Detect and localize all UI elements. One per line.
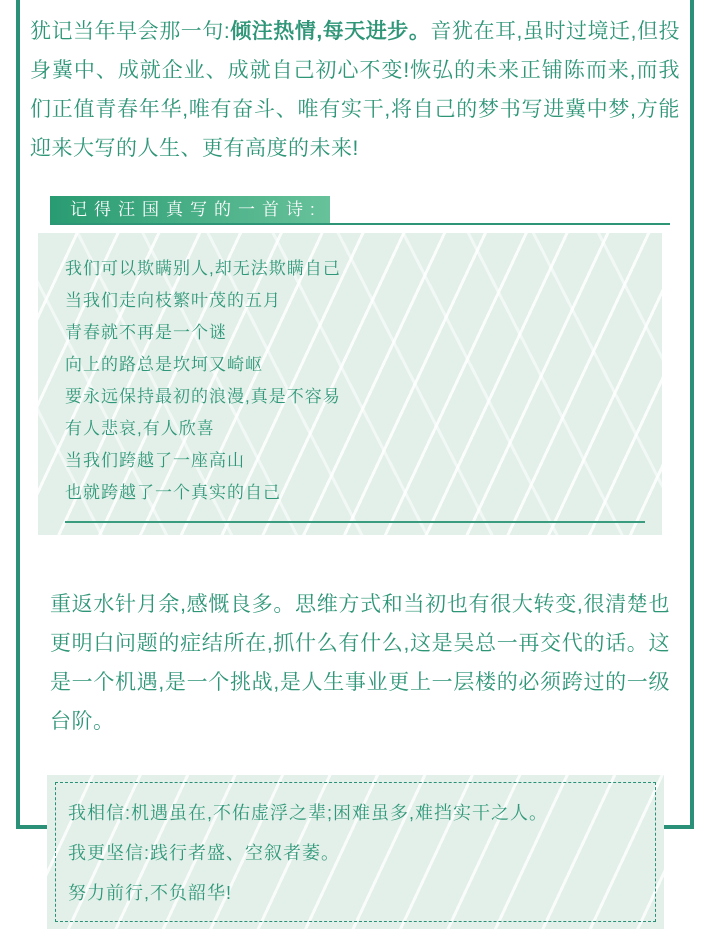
poem-section-badge: 记得汪国真写的一首诗: (50, 196, 330, 223)
poem-line: 当我们走向枝繁叶茂的五月 (65, 291, 281, 310)
intro-paragraph (30, 12, 680, 168)
poem-box (38, 233, 662, 535)
article-content (20, 0, 690, 929)
poem-line: 要永远保持最初的浪漫,真是不容易 (65, 387, 341, 406)
poem-line: 当我们跨越了一座高山 (65, 451, 245, 470)
belief-line: 我相信:机遇虽在,不佑虚浮之辈;困难虽多,难挡实干之人。 (68, 803, 549, 823)
belief-line: 努力前行,不负韶华! (68, 883, 233, 903)
intro-paragraph-prefix: 犹记当年早会那一句: (30, 20, 231, 43)
poem-line: 也就跨越了一个真实的自己 (65, 483, 281, 502)
poem-line: 向上的路总是坎坷又崎岖 (65, 355, 263, 374)
article-frame (16, 0, 694, 903)
poem-line: 有人悲哀,有人欣喜 (65, 419, 215, 438)
poem-line: 青春就不再是一个谜 (65, 323, 227, 342)
belief-box (47, 775, 664, 929)
belief-line: 我更坚信:践行者盛、空叙者萎。 (68, 843, 340, 863)
belief-box-dashed-border (55, 782, 656, 922)
poem-section-header (50, 196, 670, 225)
intro-paragraph-rest: 音犹在耳,虽时过境迁,但投身冀中、成就企业、成就自己初心不变!恢弘的未来正铺陈而来,而我们正值青春年华,唯有奋斗、唯有实干,将自己的梦书写进冀中梦,方能迎来大写的人生、更有高度的未来! (30, 20, 680, 160)
poem-line: 我们可以欺瞒别人,却无法欺瞒自己 (65, 259, 341, 278)
reflection-paragraph: 重返水针月余,感慨良多。思维方式和当初也有很大转变,很清楚也更明白问题的症结所在,抓什么有什么,这是吴总一再交代的话。这是一个机遇,是一个挑战,是人生事业更上一层楼的必须跨过的一级台阶。 (50, 593, 670, 733)
intro-paragraph-highlight: 倾注热情,每天进步。 (230, 20, 431, 43)
poem-divider (65, 521, 645, 523)
